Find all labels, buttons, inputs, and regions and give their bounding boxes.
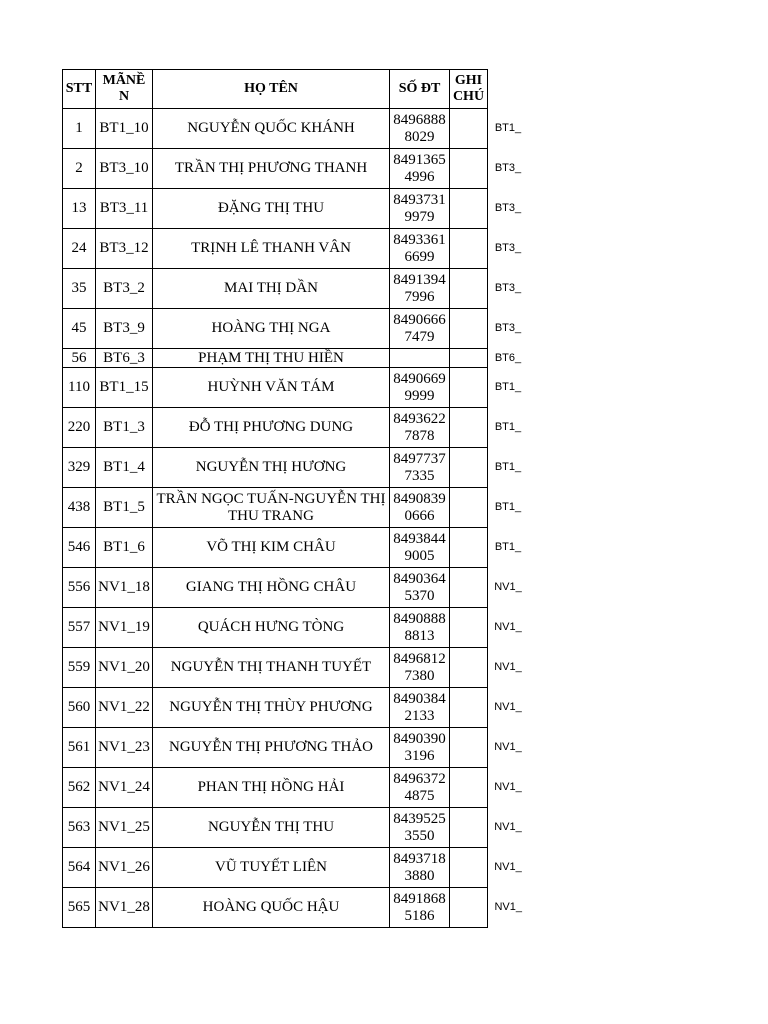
cell-ma-nen: BT1_6	[96, 528, 153, 568]
table-row	[63, 768, 529, 808]
cell-ma-nen: BT1_15	[96, 368, 153, 408]
cell-overflow-text: BT1_	[494, 541, 522, 553]
cell-ghi-chu	[450, 528, 488, 568]
cell-so-dt: 84908390666	[390, 488, 450, 528]
cell-stt: 220	[63, 408, 96, 448]
header-row	[63, 70, 529, 109]
cell-so-dt: 84968888029	[390, 109, 450, 149]
cell-ma-nen: NV1_25	[96, 808, 153, 848]
table-row	[63, 229, 529, 269]
cell-ho-ten: NGUYỄN THỊ THANH TUYẾT	[153, 648, 390, 688]
table-row	[63, 408, 529, 448]
cell-ho-ten: NGUYỄN THỊ THÙY PHƯƠNG	[153, 688, 390, 728]
cell-ma-nen: BT1_10	[96, 109, 153, 149]
cell-overflow-text: NV1_	[494, 901, 523, 913]
cell-so-dt: 84968127380	[390, 648, 450, 688]
table-row	[63, 368, 529, 408]
cell-ghi-chu	[450, 888, 488, 928]
cell-so-dt: 84903903196	[390, 728, 450, 768]
cell-ho-ten: TRẦN THỊ PHƯƠNG THANH	[153, 149, 390, 189]
table-row	[63, 488, 529, 528]
table-row	[63, 309, 529, 349]
cell-ho-ten: PHẠM THỊ THU HIỀN	[153, 349, 390, 368]
cell-ma-nen: NV1_26	[96, 848, 153, 888]
cell-ghi-chu	[450, 229, 488, 269]
cell-overflow-text: BT6_	[494, 351, 522, 364]
cell-ho-ten: NGUYỄN THỊ HƯƠNG	[153, 448, 390, 488]
cell-stt: 546	[63, 528, 96, 568]
cell-ma-nen: NV1_22	[96, 688, 153, 728]
cell-ho-ten: NGUYỄN THỊ PHƯƠNG THẢO	[153, 728, 390, 768]
cell-stt: 35	[63, 269, 96, 309]
table-row	[63, 688, 529, 728]
cell-stt: 438	[63, 488, 96, 528]
cell-so-dt: 84913654996	[390, 149, 450, 189]
cell-so-dt: 84936227878	[390, 408, 450, 448]
cell-stt: 110	[63, 368, 96, 408]
cell-overflow-text: NV1_	[494, 621, 522, 633]
cell-ma-nen: NV1_23	[96, 728, 153, 768]
cell-ho-ten: NGUYỄN QUỐC KHÁNH	[153, 109, 390, 149]
cell-ho-ten: VÕ THỊ KIM CHÂU	[153, 528, 390, 568]
cell-ma-nen: BT1_4	[96, 448, 153, 488]
cell-ghi-chu	[450, 189, 488, 229]
cell-stt: 561	[63, 728, 96, 768]
cell-so-dt: 84918685186	[390, 888, 450, 928]
cell-overflow-text: NV1_	[494, 861, 522, 873]
cell-ma-nen: BT3_10	[96, 149, 153, 189]
cell-ghi-chu	[450, 109, 488, 149]
cell-ghi-chu	[450, 309, 488, 349]
member-table	[62, 69, 529, 928]
cell-ma-nen: BT3_2	[96, 269, 153, 309]
cell-ma-nen: BT6_3	[96, 349, 153, 368]
cell-ghi-chu	[450, 768, 488, 808]
table-row	[63, 109, 529, 149]
cell-ghi-chu	[450, 368, 488, 408]
cell-so-dt: 84933616699	[390, 229, 450, 269]
cell-ho-ten: VŨ TUYẾT LIÊN	[153, 848, 390, 888]
cell-ho-ten: ĐẶNG THỊ THU	[153, 189, 390, 229]
header-stt: STT	[63, 70, 96, 109]
cell-ghi-chu	[450, 608, 488, 648]
cell-overflow-text: BT3_	[494, 162, 522, 174]
cell-stt: 2	[63, 149, 96, 189]
table-row	[63, 448, 529, 488]
cell-stt: 13	[63, 189, 96, 229]
cell-ho-ten: TRỊNH LÊ THANH VÂN	[153, 229, 390, 269]
cell-ghi-chu	[450, 349, 488, 368]
cell-ho-ten: PHAN THỊ HỒNG HẢI	[153, 768, 390, 808]
cell-ma-nen: NV1_28	[96, 888, 153, 928]
table-row	[63, 608, 529, 648]
cell-overflow-text: BT3_	[494, 322, 522, 334]
header-so-dt: SỐ ĐT	[390, 70, 450, 109]
cell-ma-nen: BT1_3	[96, 408, 153, 448]
cell-so-dt: 84963724875	[390, 768, 450, 808]
cell-so-dt: 84908888813	[390, 608, 450, 648]
cell-so-dt: 84395253550	[390, 808, 450, 848]
cell-so-dt: 84977377335	[390, 448, 450, 488]
cell-ho-ten: HOÀNG THỊ NGA	[153, 309, 390, 349]
cell-ho-ten: QUÁCH HƯNG TÒNG	[153, 608, 390, 648]
cell-overflow-text: NV1_	[494, 581, 522, 593]
cell-ghi-chu	[450, 568, 488, 608]
cell-ma-nen: BT3_12	[96, 229, 153, 269]
cell-ma-nen: NV1_18	[96, 568, 153, 608]
cell-ma-nen: BT3_9	[96, 309, 153, 349]
table-row	[63, 269, 529, 309]
cell-ghi-chu	[450, 269, 488, 309]
cell-so-dt	[390, 349, 450, 368]
cell-stt: 329	[63, 448, 96, 488]
cell-overflow-text: BT3_	[494, 282, 522, 294]
cell-stt: 562	[63, 768, 96, 808]
cell-overflow-text: BT1_	[494, 421, 522, 433]
cell-overflow-text: NV1_	[494, 701, 522, 713]
cell-so-dt: 84937319979	[390, 189, 450, 229]
table-row	[63, 728, 529, 768]
table-row	[63, 648, 529, 688]
table-row	[63, 349, 529, 368]
cell-ghi-chu	[450, 728, 488, 768]
cell-ho-ten: TRẦN NGỌC TUẤN-NGUYỄN THỊ THU TRANG	[153, 488, 390, 528]
cell-ho-ten: MAI THỊ DẦN	[153, 269, 390, 309]
cell-ma-nen: BT3_11	[96, 189, 153, 229]
cell-stt: 560	[63, 688, 96, 728]
header-spill-cell	[488, 70, 529, 109]
cell-ho-ten: HOÀNG QUỐC HẬU	[153, 888, 390, 928]
cell-so-dt: 84906699999	[390, 368, 450, 408]
cell-overflow-text: NV1_	[494, 741, 522, 753]
cell-so-dt: 84903645370	[390, 568, 450, 608]
cell-overflow-text: NV1_	[494, 781, 522, 793]
cell-ma-nen: NV1_24	[96, 768, 153, 808]
table-row	[63, 189, 529, 229]
cell-ghi-chu	[450, 149, 488, 189]
cell-ghi-chu	[450, 488, 488, 528]
cell-overflow-text: BT1_	[494, 122, 522, 134]
cell-stt: 24	[63, 229, 96, 269]
table-row	[63, 149, 529, 189]
cell-ghi-chu	[450, 648, 488, 688]
cell-stt: 556	[63, 568, 96, 608]
cell-so-dt: 84938449005	[390, 528, 450, 568]
cell-overflow-text: BT3_	[494, 202, 522, 214]
cell-stt: 557	[63, 608, 96, 648]
table-row	[63, 808, 529, 848]
cell-stt: 559	[63, 648, 96, 688]
cell-ghi-chu	[450, 408, 488, 448]
cell-so-dt: 84913947996	[390, 269, 450, 309]
cell-overflow-text: BT3_	[494, 242, 522, 254]
cell-stt: 563	[63, 808, 96, 848]
table-row	[63, 528, 529, 568]
cell-stt: 1	[63, 109, 96, 149]
header-ma-nen: MÃNỀ N	[96, 70, 153, 109]
cell-so-dt: 84906667479	[390, 309, 450, 349]
table-row	[63, 848, 529, 888]
cell-so-dt: 84903842133	[390, 688, 450, 728]
table-row	[63, 568, 529, 608]
cell-ho-ten: ĐỖ THỊ PHƯƠNG DUNG	[153, 408, 390, 448]
cell-ma-nen: NV1_19	[96, 608, 153, 648]
cell-overflow-text: NV1_	[494, 821, 522, 833]
cell-so-dt: 84937183880	[390, 848, 450, 888]
cell-ho-ten: GIANG THỊ HỒNG CHÂU	[153, 568, 390, 608]
cell-ma-nen: BT1_5	[96, 488, 153, 528]
cell-stt: 45	[63, 309, 96, 349]
table-row	[63, 888, 529, 928]
header-ghi-chu: GHI CHÚ	[450, 70, 488, 109]
header-ho-ten: HỌ TÊN	[153, 70, 390, 109]
cell-overflow-text: BT1_	[494, 501, 522, 513]
cell-overflow-text: BT1_	[494, 381, 522, 393]
cell-stt: 56	[63, 349, 96, 368]
cell-stt: 564	[63, 848, 96, 888]
cell-ho-ten: HUỲNH VĂN TÁM	[153, 368, 390, 408]
cell-stt: 565	[63, 888, 96, 928]
cell-ho-ten: NGUYỄN THỊ THU	[153, 808, 390, 848]
cell-ghi-chu	[450, 448, 488, 488]
cell-ma-nen: NV1_20	[96, 648, 153, 688]
cell-ghi-chu	[450, 688, 488, 728]
cell-overflow-text: NV1_	[494, 661, 522, 673]
cell-ghi-chu	[450, 808, 488, 848]
cell-overflow-text: BT1_	[494, 461, 522, 473]
cell-ghi-chu	[450, 848, 488, 888]
